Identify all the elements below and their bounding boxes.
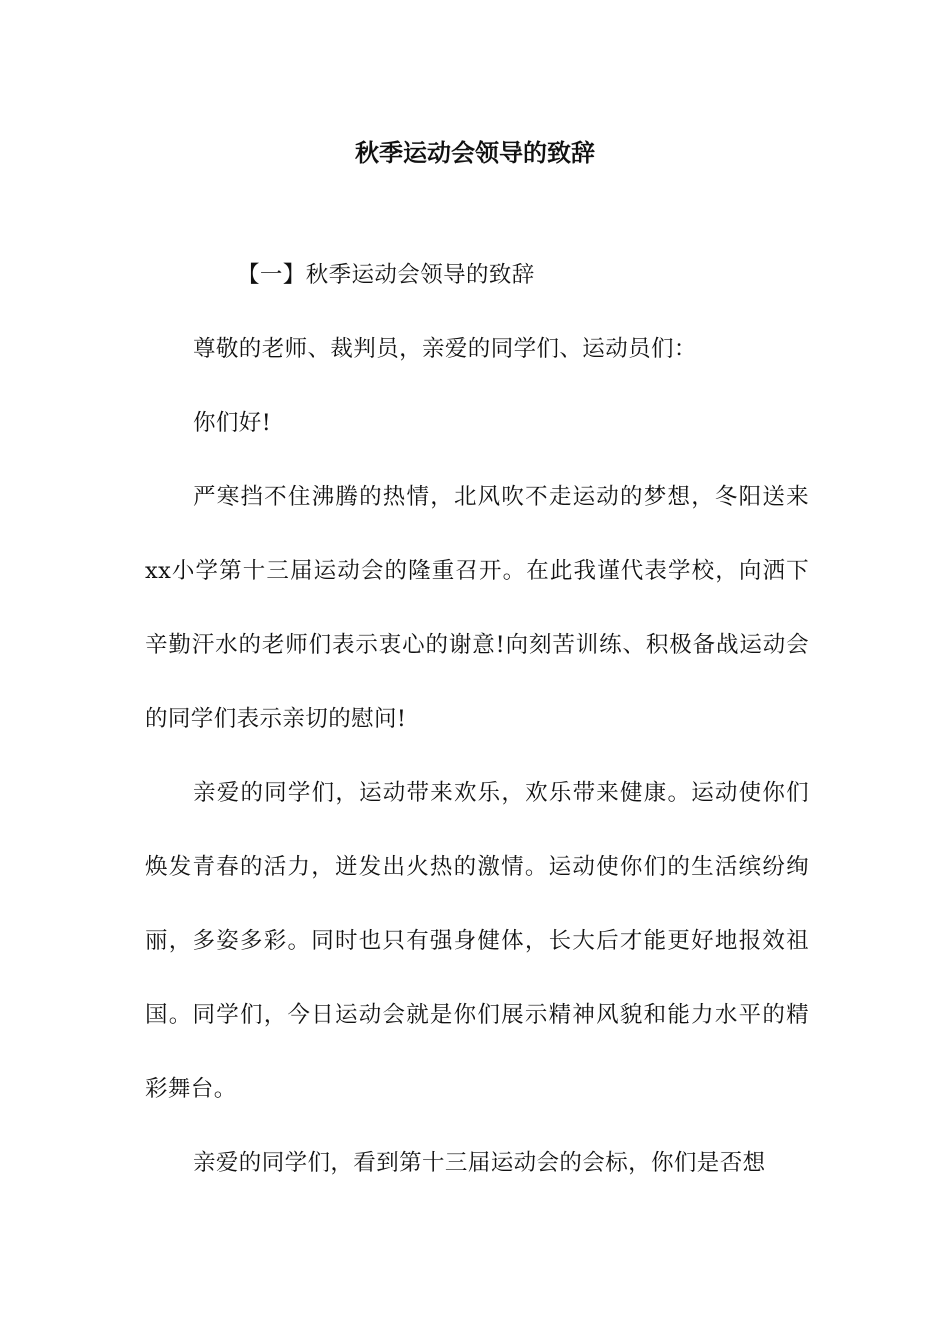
paragraph-sports-joy: 亲爱的同学们，运动带来欢乐，欢乐带来健康。运动使你们焕发青春的活力，迸发出火热的激情。运动使你们的生活缤纷绚丽，多姿多彩。同时也只有强身健体，长大后才能更好地报效祖国。同学们，今日运动会就是你们展示精神风貌和能力水平的精彩舞台。 — [145, 780, 809, 1102]
document-title: 秋季运动会领导的致辞 — [355, 138, 595, 167]
document-body — [145, 312, 809, 1200]
paragraph-salutation: 尊敬的老师、裁判员，亲爱的同学们、运动员们： — [193, 336, 697, 362]
paragraph-emblem: 亲爱的同学们，看到第十三届运动会的会标，你们是否想 — [193, 1150, 766, 1176]
section-heading: 【一】秋季运动会领导的致辞 — [237, 262, 535, 288]
paragraph-opening: 严寒挡不住沸腾的热情，北风吹不走运动的梦想，冬阳送来xx小学第十三届运动会的隆重召开。在此我谨代表学校，向洒下辛勤汗水的老师们表示衷心的谢意!向刻苦训练、积极备战运动会的同学们表示亲切的慰问! — [145, 484, 809, 732]
paragraph-greeting: 你们好! — [193, 410, 272, 436]
